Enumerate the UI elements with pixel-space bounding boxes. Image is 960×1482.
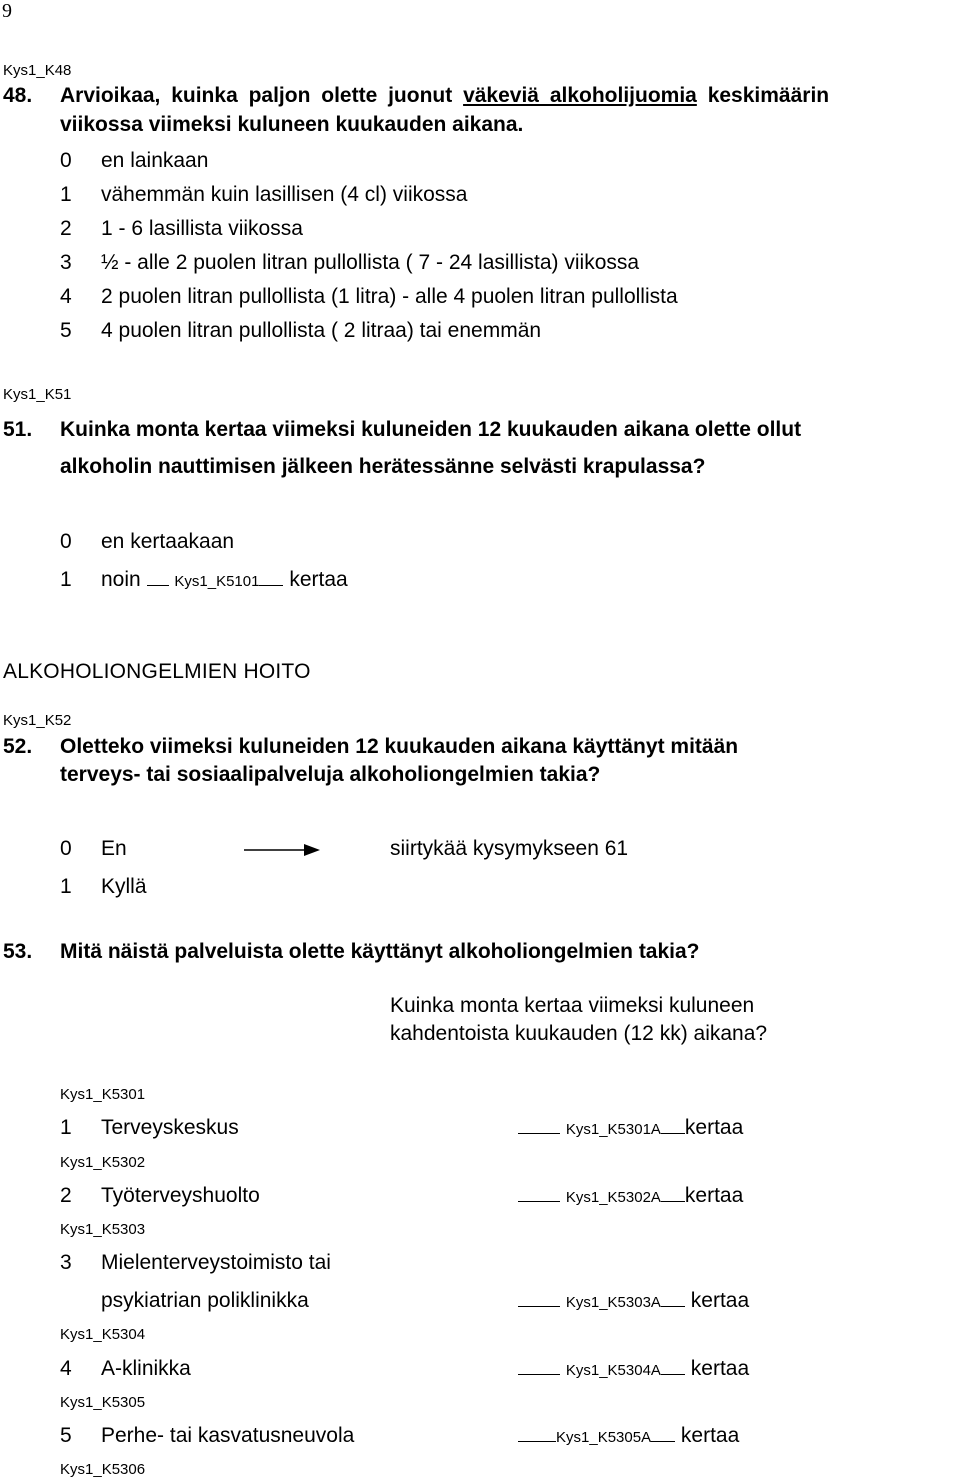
question-number: 48. — [3, 84, 33, 107]
item-code: Kys1_K5303 — [60, 1221, 146, 1238]
service-label-line2: psykiatrian poliklinikka — [101, 1289, 309, 1312]
question-text-line2: alkoholin nauttimisen jälkeen herätessänne selvästi krapulassa? — [60, 455, 706, 478]
blank-line — [518, 1185, 560, 1202]
option-label: 1 - 6 lasillista viikossa — [101, 217, 303, 240]
question-text-part: keskimäärin — [707, 84, 830, 107]
count-field[interactable] — [518, 1289, 749, 1313]
option-number: 1 — [60, 568, 72, 591]
option-number: 3 — [60, 251, 72, 274]
blank-line — [518, 1358, 560, 1375]
question-code: Kys1_K48 — [3, 62, 72, 79]
answer-option[interactable] — [60, 149, 72, 173]
answer-option[interactable] — [60, 319, 72, 343]
item-number: 3 — [60, 1251, 72, 1274]
times-label: kertaa — [684, 1116, 744, 1139]
blank-line — [518, 1117, 560, 1134]
count-code: Kys1_K5305A — [556, 1429, 652, 1446]
answer-option[interactable] — [60, 837, 72, 861]
item-number: 2 — [60, 1184, 72, 1207]
question-text-line2: viikossa viimeksi kuluneen kuukauden aikana. — [60, 113, 524, 136]
times-label: kertaa — [690, 1357, 750, 1380]
section-title: ALKOHOLIONGELMIEN HOITO — [3, 660, 311, 683]
question-text: Mitä näistä palveluista olette käyttänyt alkoholiongelmien takia? — [60, 940, 700, 963]
skip-instruction: siirtykää kysymykseen 61 — [390, 837, 629, 860]
option-label: 2 puolen litran pullollista (1 litra) - alle 4 puolen litran pullollista — [101, 285, 678, 308]
option-number: 0 — [60, 149, 72, 172]
option-label: Kyllä — [101, 875, 147, 898]
blank-line — [518, 1290, 560, 1307]
option-label: vähemmän kuin lasillisen (4 cl) viikossa — [101, 183, 468, 206]
blank-line — [259, 569, 283, 586]
service-label[interactable]: Mielenterveystoimisto tai — [101, 1251, 331, 1274]
option-number: 0 — [60, 837, 72, 860]
count-field[interactable] — [518, 1116, 743, 1140]
service-label[interactable]: Terveyskeskus — [101, 1116, 239, 1139]
option-number: 0 — [60, 530, 72, 553]
page-number: 9 — [2, 0, 12, 22]
question-text: Oletteko viimeksi kuluneiden 12 kuukauden aikana käyttänyt mitään — [60, 735, 739, 758]
times-label: kertaa — [690, 1289, 750, 1312]
service-label[interactable]: A-klinikka — [101, 1357, 191, 1380]
blank-line — [518, 1425, 556, 1442]
blank-line — [661, 1117, 685, 1134]
item-number: 5 — [60, 1424, 72, 1447]
option-label — [101, 568, 348, 592]
answer-option[interactable] — [60, 183, 72, 207]
item-code: Kys1_K5305 — [60, 1394, 146, 1411]
option-number: 1 — [60, 183, 72, 206]
answer-option[interactable] — [60, 568, 72, 592]
question-number: 53. — [3, 940, 33, 963]
question-text-emphasis: väkeviä alkoholijuomia — [463, 84, 697, 107]
item-code: Kys1_K5304 — [60, 1326, 146, 1343]
question-text: Kuinka monta kertaa viimeksi kuluneiden 12 kuukauden aikana olette ollut — [60, 418, 802, 441]
option-label: ½ - alle 2 puolen litran pullollista ( 7 - 24 lasillista) viikossa — [101, 251, 640, 274]
arrow-right-icon — [244, 842, 320, 858]
item-code: Kys1_K5302 — [60, 1154, 146, 1171]
blank-line — [147, 569, 169, 586]
option-label-before: noin — [101, 568, 141, 591]
service-label[interactable]: Perhe- tai kasvatusneuvola — [101, 1424, 355, 1447]
blank-line — [661, 1290, 685, 1307]
times-label: kertaa — [680, 1424, 740, 1447]
option-label: 4 puolen litran pullollista ( 2 litraa) tai enemmän — [101, 319, 542, 342]
count-code: Kys1_K5302A — [565, 1189, 661, 1206]
answer-option[interactable] — [60, 285, 72, 309]
answer-option[interactable] — [60, 530, 72, 554]
question-number: 52. — [3, 735, 33, 758]
column-header: Kuinka monta kertaa viimeksi kuluneen — [390, 994, 755, 1017]
option-number: 5 — [60, 319, 72, 342]
option-number: 1 — [60, 875, 72, 898]
question-code: Kys1_K52 — [3, 712, 72, 729]
question-text-part: Arvioikaa, kuinka paljon olette juonut — [60, 84, 453, 107]
answer-option[interactable] — [60, 217, 72, 241]
question-number: 51. — [3, 418, 33, 441]
count-field[interactable] — [518, 1424, 739, 1448]
answer-option[interactable] — [60, 875, 72, 899]
option-label: en lainkaan — [101, 149, 209, 172]
option-number: 4 — [60, 285, 72, 308]
blank-line — [661, 1358, 685, 1375]
item-number: 4 — [60, 1357, 72, 1380]
item-code: Kys1_K5306 — [60, 1461, 146, 1478]
item-number: 1 — [60, 1116, 72, 1139]
answer-field-code[interactable]: Kys1_K5101 — [174, 573, 260, 590]
option-label-after: kertaa — [289, 568, 348, 591]
item-code: Kys1_K5301 — [60, 1086, 146, 1103]
answer-option[interactable] — [60, 251, 72, 275]
count-code: Kys1_K5301A — [565, 1121, 661, 1138]
blank-line — [661, 1185, 685, 1202]
blank-line — [651, 1425, 675, 1442]
service-label[interactable]: Työterveyshuolto — [101, 1184, 260, 1207]
option-label: En — [101, 837, 127, 860]
count-field[interactable] — [518, 1357, 749, 1381]
times-label: kertaa — [684, 1184, 744, 1207]
column-header-line2: kahdentoista kuukauden (12 kk) aikana? — [390, 1022, 768, 1045]
question-text — [60, 84, 829, 108]
question-text-line2: terveys- tai sosiaalipalveluja alkoholiongelmien takia? — [60, 763, 601, 786]
count-field[interactable] — [518, 1184, 743, 1208]
count-code: Kys1_K5303A — [565, 1294, 661, 1311]
question-code: Kys1_K51 — [3, 386, 72, 403]
count-code: Kys1_K5304A — [565, 1362, 661, 1379]
option-label: en kertaakaan — [101, 530, 235, 553]
option-number: 2 — [60, 217, 72, 240]
